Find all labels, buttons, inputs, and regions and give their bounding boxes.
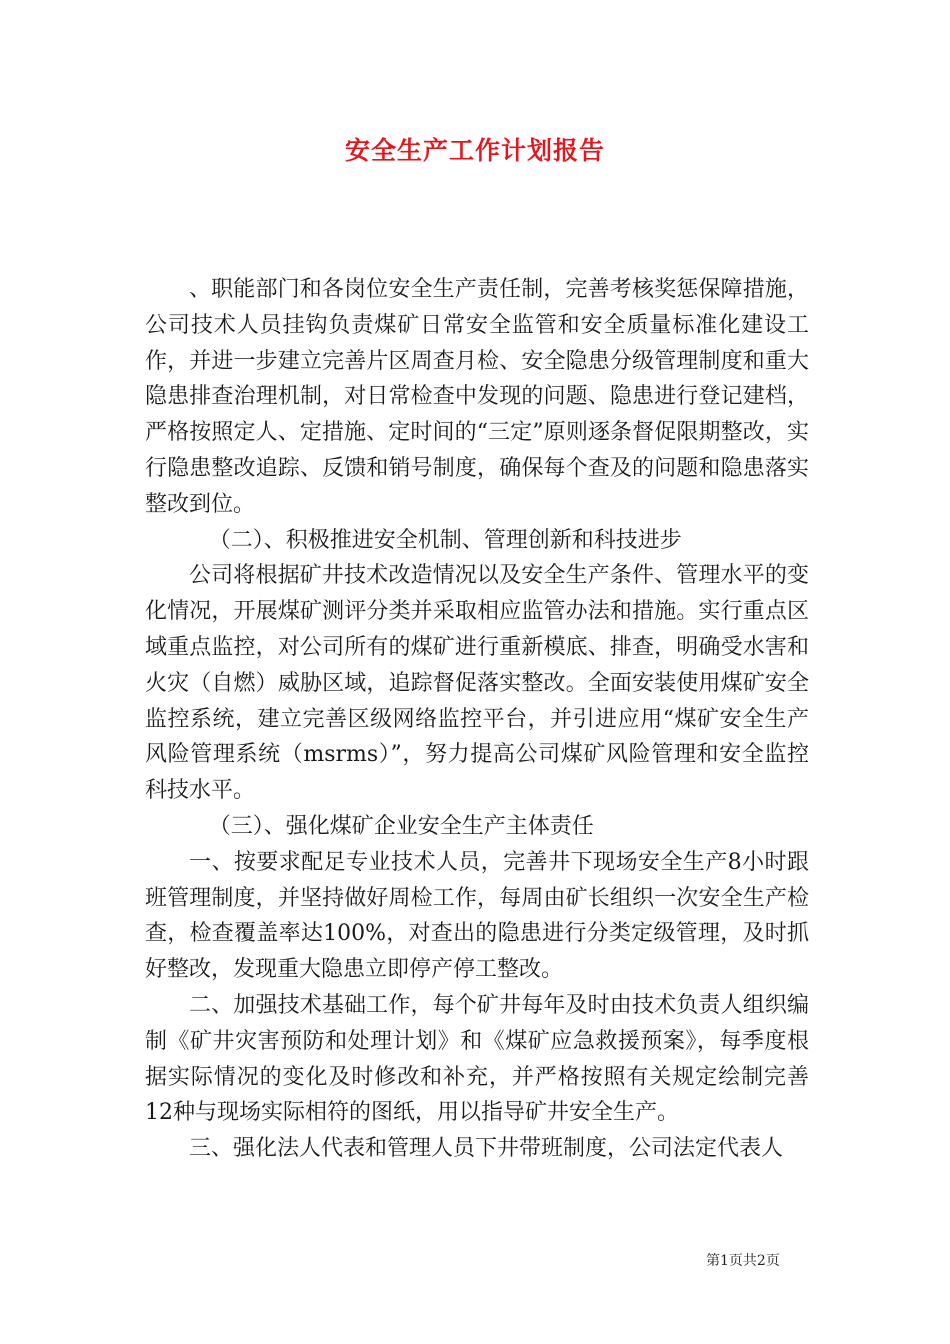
paragraph-3: 一、按要求配足专业技术人员，完善井下现场安全生产8小时跟班管理制度，并坚持做好周检工作，每周由矿长组织一次安全生产检查，检查覆盖率达100%，对查出的隐患进行分类定级管理，及时抓好整改，发现重大隐患立即停产停工整改。	[145, 849, 809, 983]
page-number: 第1页共2页	[706, 1253, 780, 1269]
page-title: 安全生产工作计划报告	[344, 136, 605, 165]
section-heading-3: （三）、强化煤矿企业安全生产主体责任	[208, 813, 594, 839]
paragraph-4: 二、加强技术基础工作，每个矿井每年及时由技术负责人组织编制《矿井灾害预防和处理计划》和《煤矿应急救援预案》，每季度根据实际情况的变化及时修改和补充，并严格按照有关规定绘制完善12种与现场实际相符的图纸，用以指导矿井安全生产。	[145, 992, 809, 1126]
section-heading-2: （二）、积极推进安全机制、管理创新和科技进步	[208, 527, 682, 553]
paragraph-2: 公司将根据矿井技术改造情况以及安全生产条件、管理水平的变化情况，开展煤矿测评分类并采取相应监管办法和措施。实行重点区域重点监控，对公司所有的煤矿进行重新模底、排查，明确受水害和火灾（自燃）威胁区域，追踪督促落实整改。全面安装使用煤矿安全监控系统，建立完善区级网络监控平台，并引进应用“煤矿安全生产风险管理系统（msrms）”，努力提高公司煤矿风险管理和安全监控科技水平。	[145, 563, 809, 804]
paragraph-5: 三、强化法人代表和管理人员下井带班制度，公司法定代表人	[189, 1136, 784, 1162]
document-body	[145, 272, 809, 1167]
paragraph-1: 、职能部门和各岗位安全生产责任制，完善考核奖惩保障措施，公司技术人员挂钩负责煤矿日常安全监管和安全质量标准化建设工作，并进一步建立完善片区周查月检、安全隐患分级管理制度和重大隐患排查治理机制，对日常检查中发现的问题、隐患进行登记建档，严格按照定人、定措施、定时间的“三定”原则逐条督促限期整改，实行隐患整改追踪、反馈和销号制度，确保每个查及的问题和隐患落实整改到位。	[145, 277, 809, 517]
